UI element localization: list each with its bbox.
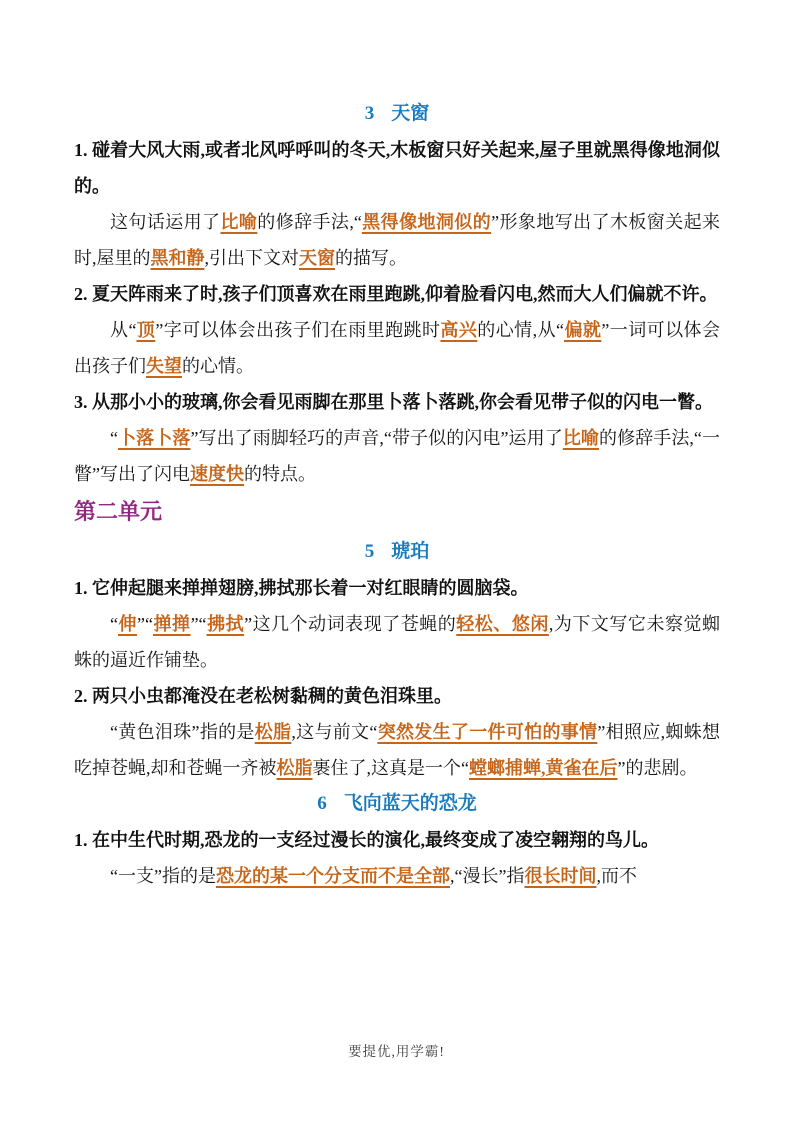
highlight-term: 突然发生了一件可怕的事情 bbox=[377, 722, 598, 742]
highlight-term: 偏就 bbox=[564, 320, 602, 340]
question-sentence: 1. 在中生代时期,恐龙的一支经过漫长的演化,最终变成了凌空翱翔的鸟儿。 bbox=[74, 830, 659, 850]
highlight-term: 伸 bbox=[118, 614, 138, 634]
lesson-name: 天窗 bbox=[391, 103, 430, 124]
highlight-term: 天窗 bbox=[299, 248, 335, 268]
highlight-term: 比喻 bbox=[562, 428, 599, 448]
lesson-number: 5 bbox=[364, 541, 375, 562]
answer-text: ,为下文写它未察觉蜘蛛的逼近作铺垫。 bbox=[74, 614, 720, 670]
answer-text: ,“漫长”指 bbox=[449, 866, 525, 886]
answer-text: ”这几个动词表现了苍蝇的 bbox=[244, 614, 457, 634]
lesson-name: 琥珀 bbox=[391, 541, 430, 562]
question-sentence: 2. 两只小虫都淹没在老松树黏稠的黄色泪珠里。 bbox=[74, 686, 452, 706]
highlight-term: 顶 bbox=[136, 320, 156, 340]
answer-text: ,而不 bbox=[596, 866, 637, 886]
answer-paragraph bbox=[74, 606, 720, 678]
answer-text: ”形象地写出了木板窗关起来时,屋里的 bbox=[74, 212, 721, 268]
highlight-term: 高兴 bbox=[440, 320, 478, 340]
answer-text: ”字可以体会出孩子们在雨里跑跳时 bbox=[155, 320, 441, 340]
highlight-term: 很长时间 bbox=[524, 866, 597, 886]
answer-text: “ bbox=[110, 614, 118, 634]
answer-text: ,这与前文“ bbox=[291, 722, 378, 742]
answer-text: 的心情。 bbox=[182, 356, 254, 376]
highlight-term: 失望 bbox=[146, 356, 182, 376]
highlight-term: 速度快 bbox=[190, 464, 244, 484]
highlight-term: 黑得像地洞似的 bbox=[361, 212, 492, 232]
lesson-number: 6 bbox=[317, 793, 327, 814]
answer-text: 的特点。 bbox=[244, 464, 316, 484]
answer-text: 这句话运用了 bbox=[110, 212, 221, 232]
highlight-term: 松脂 bbox=[276, 758, 313, 778]
answer-text: ”“ bbox=[137, 614, 154, 634]
highlight-term: 螳螂捕蝉,黄雀在后 bbox=[469, 758, 618, 778]
answer-text: 的修辞手法,“一瞥”写出了闪电 bbox=[74, 428, 721, 484]
highlight-term: 黑和静 bbox=[150, 248, 205, 268]
unit-title: 第二单元 bbox=[74, 499, 163, 524]
highlight-term: 松脂 bbox=[254, 722, 292, 742]
lesson-title bbox=[74, 786, 720, 822]
page-footer: 要提优,用学霸! bbox=[348, 1044, 445, 1059]
highlight-term: 卜落卜落 bbox=[118, 428, 191, 448]
answer-paragraph bbox=[74, 420, 720, 492]
highlight-term: 轻松、悠闲 bbox=[456, 614, 549, 634]
answer-paragraph bbox=[74, 858, 720, 894]
answer-text: “ bbox=[110, 428, 118, 448]
answer-text: ”“ bbox=[190, 614, 207, 634]
highlight-term: 比喻 bbox=[220, 212, 258, 232]
question-sentence: 3. 从那小小的玻璃,你会看见雨脚在那里卜落卜落跳,你会看见带子似的闪电一瞥。 bbox=[74, 392, 713, 412]
question-sentence: 1. 碰着大风大雨,或者北风呼呼叫的冬天,木板窗只好关起来,屋子里就黑得像地洞似的。 bbox=[74, 140, 720, 196]
answer-text: ”一词可以体会出孩子们 bbox=[74, 320, 720, 376]
answer-paragraph bbox=[74, 714, 720, 786]
answer-paragraph bbox=[74, 312, 720, 384]
answer-text: “黄色泪珠”指的是 bbox=[110, 722, 255, 742]
lesson-title bbox=[74, 534, 720, 570]
highlight-term: 恐龙的某一个分支而不是全部 bbox=[215, 866, 450, 886]
content bbox=[74, 96, 720, 894]
lesson-title bbox=[74, 96, 720, 132]
answer-text: ”的悲剧。 bbox=[617, 758, 698, 778]
answer-text: ,引出下文对 bbox=[204, 248, 299, 268]
lesson-name: 飞向蓝天的恐龙 bbox=[343, 793, 477, 814]
answer-text: 的描写。 bbox=[335, 248, 407, 268]
answer-text: 的心情,从“ bbox=[477, 320, 564, 340]
answer-text: 的修辞手法,“ bbox=[257, 212, 362, 232]
highlight-term: 拂拭 bbox=[206, 614, 245, 634]
answer-text: ”相照应,蜘蛛想吃掉苍蝇,却和苍蝇一齐被 bbox=[74, 722, 721, 778]
answer-text: 从“ bbox=[110, 320, 137, 340]
lesson-number: 3 bbox=[364, 103, 375, 124]
answer-text: ”写出了雨脚轻巧的声音,“带子似的闪电”运用了 bbox=[190, 428, 563, 448]
answer-paragraph bbox=[74, 204, 720, 276]
answer-text: 裹住了,这真是一个“ bbox=[312, 758, 469, 778]
highlight-term: 掸掸 bbox=[153, 614, 191, 634]
question-sentence: 2. 夏天阵雨来了时,孩子们顶喜欢在雨里跑跳,仰着脸看闪电,然而大人们偏就不许。 bbox=[74, 284, 718, 304]
question-sentence: 1. 它伸起腿来掸掸翅膀,拂拭那长着一对红眼睛的圆脑袋。 bbox=[74, 578, 529, 598]
answer-text: “一支”指的是 bbox=[110, 866, 216, 886]
